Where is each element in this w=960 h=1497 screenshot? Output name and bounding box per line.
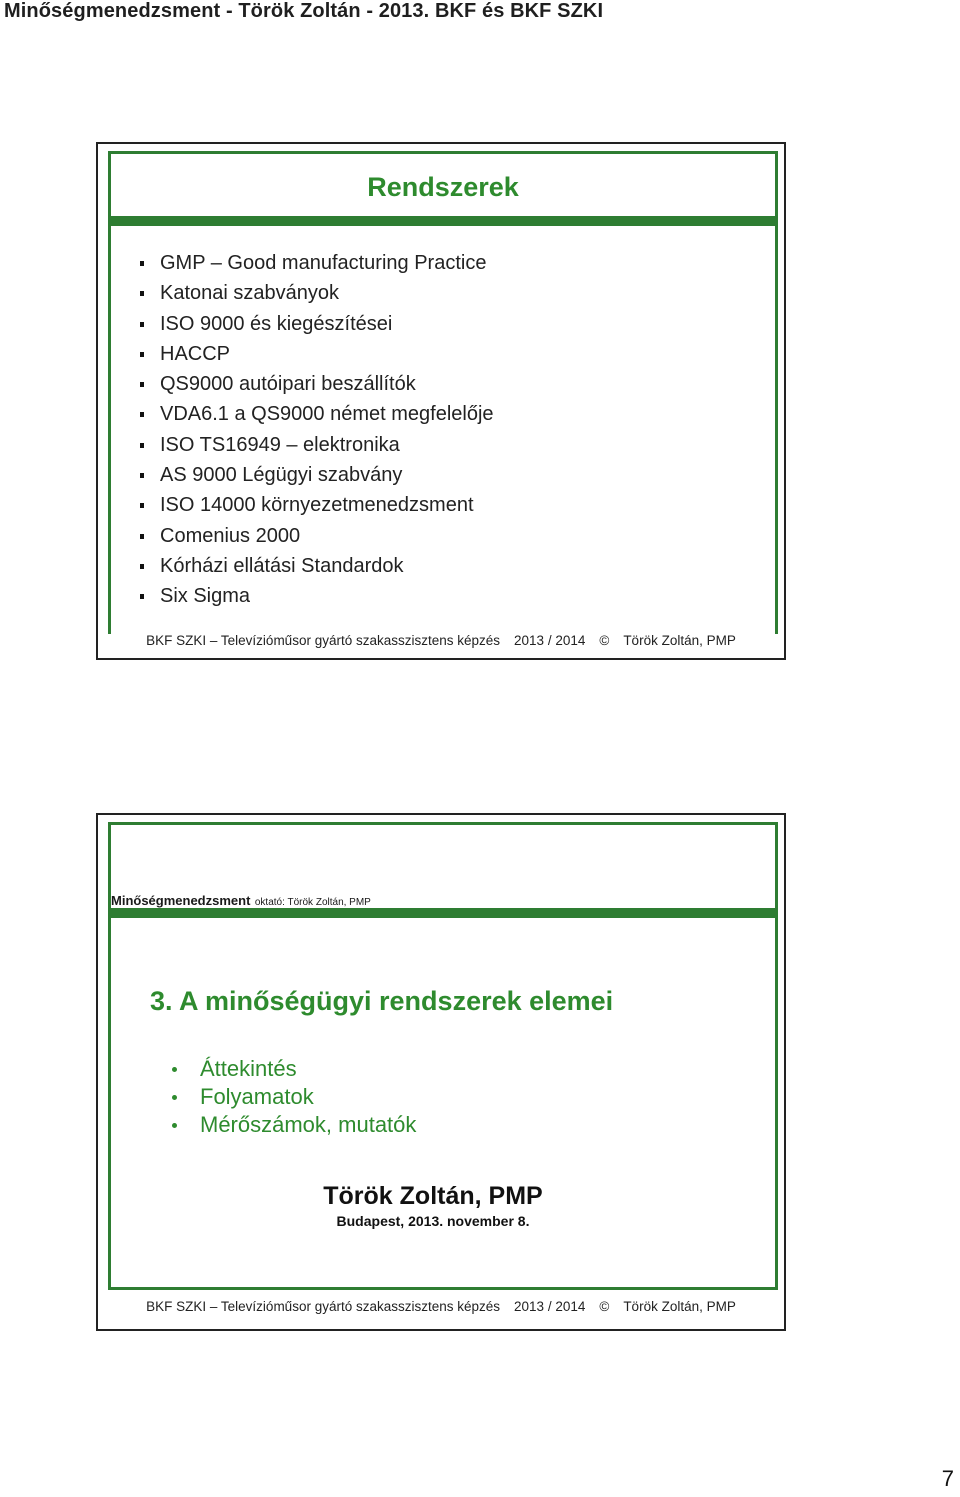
list-item <box>138 521 494 551</box>
list-item <box>138 339 494 369</box>
list-item <box>138 490 494 520</box>
square-bullet-icon <box>140 352 144 357</box>
copyright-icon: © <box>599 633 610 648</box>
list-item-label: Kórházi ellátási Standardok <box>160 554 404 577</box>
list-item-label: Six Sigma <box>160 585 251 608</box>
list-item <box>138 551 494 581</box>
list-item-label: ISO 14000 környezetmenedzsment <box>160 494 474 517</box>
slide-rendszerek-elemei <box>96 813 786 1331</box>
list-item-label: VDA6.1 a QS9000 német megfelelője <box>160 403 494 426</box>
dot-bullet-icon <box>172 1067 177 1072</box>
topics-list <box>170 1055 416 1139</box>
footer-author: Török Zoltán, PMP <box>623 633 736 648</box>
footer-author: Török Zoltán, PMP <box>623 1299 736 1314</box>
presentation-date: Budapest, 2013. november 8. <box>336 1213 530 1229</box>
footer-org: BKF SZKI – Televízióműsor gyártó szakasszisztens képzés <box>146 1299 501 1314</box>
list-item <box>170 1111 416 1139</box>
square-bullet-icon <box>140 322 144 327</box>
square-bullet-icon <box>140 443 144 448</box>
course-title: Minőségmenedzsment <box>111 893 251 908</box>
list-item-label: QS9000 autóipari beszállítók <box>160 373 416 396</box>
title-divider-bar <box>108 216 778 226</box>
list-item-label: ISO 9000 és kiegészítései <box>160 312 393 335</box>
list-item-label: Comenius 2000 <box>160 524 301 547</box>
square-bullet-icon <box>140 473 144 478</box>
course-instructor: oktató: Török Zoltán, PMP <box>254 897 371 908</box>
list-item <box>138 430 494 460</box>
square-bullet-icon <box>140 382 144 387</box>
section-title: 3. A minőségügyi rendszerek elemei <box>150 986 614 1016</box>
list-item-label: GMP – Good manufacturing Practice <box>160 252 487 274</box>
slide-footer <box>98 1299 784 1314</box>
list-item-label: Katonai szabványok <box>160 282 340 305</box>
copyright-icon: © <box>599 1299 610 1314</box>
page-number: 7 <box>941 1466 954 1491</box>
footer-year: 2013 / 2014 <box>514 1299 586 1314</box>
footer-org: BKF SZKI – Televízióműsor gyártó szakasszisztens képzés <box>146 633 501 648</box>
list-item <box>170 1055 416 1083</box>
list-item-label: Mérőszámok, mutatók <box>200 1112 417 1137</box>
dot-bullet-icon <box>172 1095 177 1100</box>
list-item <box>138 399 494 429</box>
course-header <box>111 892 371 910</box>
list-item-label: ISO TS16949 – elektronika <box>160 433 400 456</box>
square-bullet-icon <box>140 261 144 266</box>
slide-footer <box>98 633 784 648</box>
square-bullet-icon <box>140 291 144 296</box>
list-item-label: Folyamatok <box>200 1084 314 1109</box>
list-item <box>138 460 494 490</box>
footer-year: 2013 / 2014 <box>514 633 586 648</box>
list-item-label: AS 9000 Légügyi szabvány <box>160 464 403 487</box>
list-item-label: HACCP <box>160 342 231 365</box>
slide-title: Rendszerek <box>367 172 519 202</box>
square-bullet-icon <box>140 594 144 599</box>
square-bullet-icon <box>140 412 144 417</box>
slide-rendszerek <box>96 142 786 660</box>
square-bullet-icon <box>140 503 144 508</box>
square-bullet-icon <box>140 534 144 539</box>
list-item <box>138 278 494 308</box>
list-item <box>138 309 494 339</box>
list-item-label: Áttekintés <box>200 1056 297 1081</box>
square-bullet-icon <box>140 564 144 569</box>
dot-bullet-icon <box>172 1123 177 1128</box>
list-item <box>138 581 494 611</box>
list-item <box>138 369 494 399</box>
list-item <box>138 248 494 278</box>
author-name: Török Zoltán, PMP <box>323 1182 543 1210</box>
list-item <box>170 1083 416 1111</box>
page-header: Minőségmenedzsment - Török Zoltán - 2013. BKF és BKF SZKI <box>4 0 604 22</box>
systems-list <box>138 248 494 612</box>
